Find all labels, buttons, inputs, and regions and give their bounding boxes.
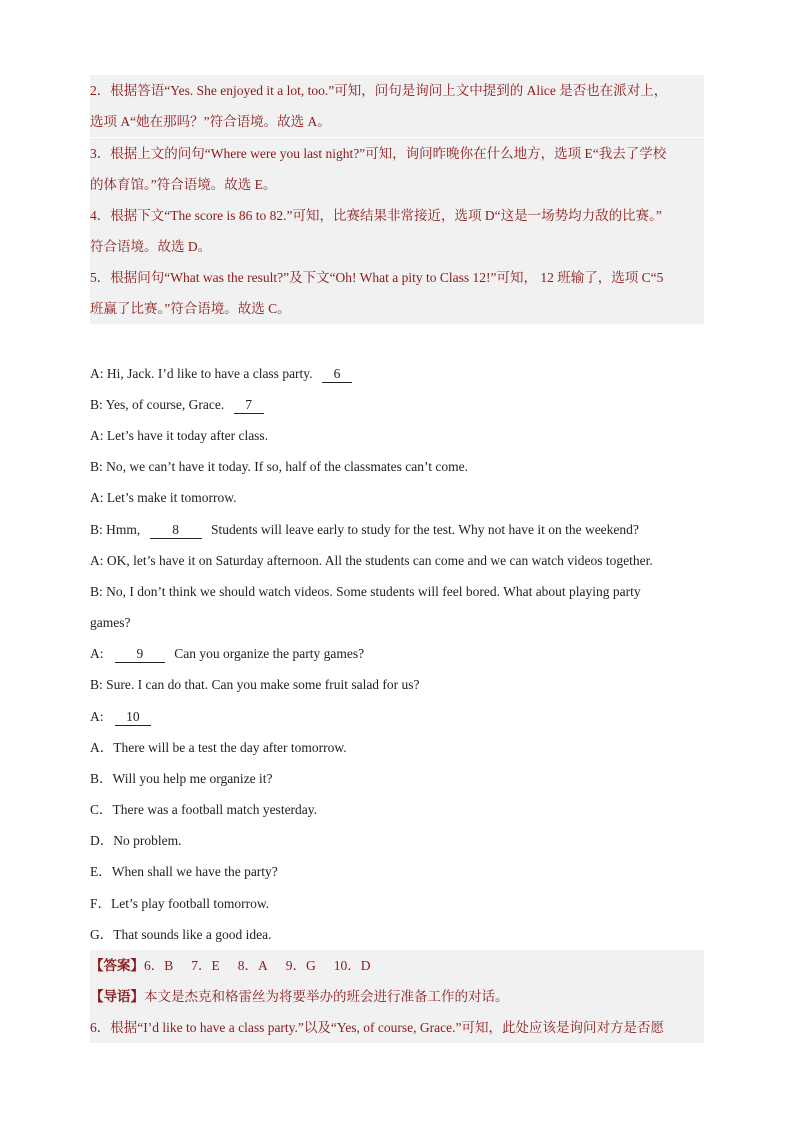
explanation-2-line-1: 2．根据答语“Yes. She enjoyed it a lot, too.”可知，问句是询问上文中提到的 Alice 是否也在派对上，: [90, 75, 704, 106]
blank-10: 10: [115, 709, 151, 726]
explanation-5-line-2: 班赢了比赛。”符合语境。故选 C。: [90, 293, 704, 324]
dialogue-line-1: [90, 358, 704, 389]
explanation-4-line-1: 4．根据下文“The score is 86 to 82.”可知，比赛结果非常接近，选项 D“这是一场势均力敌的比赛。”: [90, 200, 704, 231]
option-c: C．There was a football match yesterday.: [90, 802, 318, 817]
option-g: G．That sounds like a good idea.: [90, 927, 272, 942]
explanation-4-line-2: 符合语境。故选 D。: [90, 231, 704, 262]
dialogue-text: B: Yes, of course, Grace.: [90, 397, 225, 412]
option-a: A．There will be a test the day after tomorrow.: [90, 740, 347, 755]
dialogue-line-9: [90, 638, 704, 669]
dialogue-text: A:: [90, 646, 104, 661]
answer-8: 8．A: [237, 958, 268, 973]
explanation-5-line-1: 5．根据问句“What was the result?”及下文“Oh! What a pity to Class 12!”可知， 12 班输了，选项 C“5: [90, 262, 704, 293]
dialogue-line-6: [90, 514, 704, 545]
blank-6: 6: [322, 366, 352, 383]
blank-7: 7: [234, 397, 264, 414]
guide-label: 【导语】: [90, 989, 144, 1004]
guide: [90, 981, 704, 1012]
dialogue-line-2: [90, 389, 704, 420]
answer-7: 7．E: [191, 958, 220, 973]
dialogue-line-11: [90, 701, 704, 732]
dialogue-line-5: A: Let’s make it tomorrow.: [90, 490, 237, 505]
answer-9: 9．G: [285, 958, 316, 973]
dialogue-text: Can you organize the party games?: [174, 646, 365, 661]
dialogue-line-10: B: Sure. I can do that. Can you make some fruit salad for us?: [90, 677, 420, 692]
blank-8: 8: [150, 522, 202, 539]
blank-9: 9: [115, 646, 165, 663]
option-b: B．Will you help me organize it?: [90, 771, 273, 786]
answer-label: 【答案】: [90, 958, 144, 973]
guide-text: 本文是杰克和格雷丝为将要举办的班会进行准备工作的对话。: [144, 989, 509, 1004]
dialogue-line-8: B: No, I don’t think we should watch videos. Some students will feel bored. What about playing party: [90, 584, 641, 599]
explanation-6-line-1: 6．根据“I’d like to have a class party.”以及“Yes, of course, Grace.”可知，此处应该是询问对方是否愿: [90, 1012, 704, 1043]
dialogue-line-7: A: OK, let’s have it on Saturday afternoon. All the students can come and we can watch videos together.: [90, 553, 653, 568]
dialogue-text: B: Hmm,: [90, 522, 141, 537]
explanation-3-line-1: 3．根据上文的问句“Where were you last night?”可知，询问昨晚你在什么地方，选项 E“我去了学校: [90, 138, 704, 169]
dialogue-line-3: A: Let’s have it today after class.: [90, 428, 269, 443]
option-f: F．Let’s play football tomorrow.: [90, 896, 270, 911]
dialogue-text: Students will leave early to study for the test. Why not have it on the weekend?: [211, 522, 639, 537]
explanation-3-line-2: 的体育馆。”符合语境。故选 E。: [90, 169, 704, 200]
option-e: E．When shall we have the party?: [90, 864, 278, 879]
answer-key: [90, 950, 704, 981]
dialogue-line-8-cont: games?: [90, 615, 131, 630]
dialogue-text: A: Hi, Jack. I’d like to have a class party.: [90, 366, 313, 381]
answer-10: 10．D: [333, 958, 371, 973]
explanation-2-line-2: 选项 A“她在那吗？”符合语境。故选 A。: [90, 106, 704, 137]
dialogue-line-4: B: No, we can’t have it today. If so, half of the classmates can’t come.: [90, 459, 469, 474]
option-d: D．No problem.: [90, 833, 182, 848]
answer-6: 6．B: [144, 958, 174, 973]
dialogue-text: A:: [90, 709, 104, 724]
